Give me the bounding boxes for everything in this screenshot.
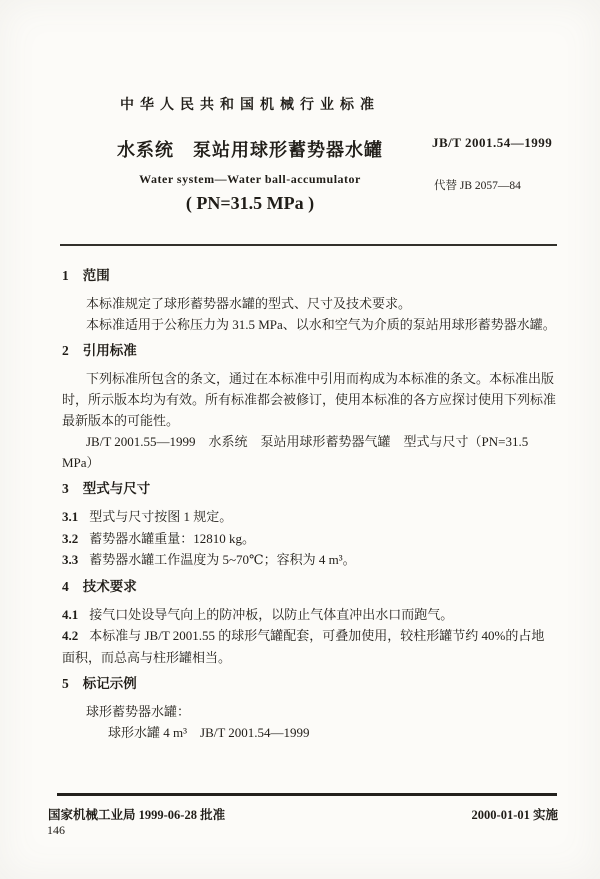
header-divider bbox=[60, 244, 557, 246]
clause bbox=[62, 506, 557, 528]
clause bbox=[62, 549, 557, 571]
authority-line: 中华人民共和国机械行业标准 bbox=[120, 96, 380, 112]
section-number: 2 bbox=[62, 343, 69, 358]
referenced-standard-line: JB/T 2001.55—1999 水系统 泵站用球形蓄势器气罐 型式与尺寸（PN=31.5 MPa） bbox=[62, 434, 529, 470]
section-number: 3 bbox=[62, 481, 69, 496]
section-number: 1 bbox=[62, 268, 69, 283]
document-body bbox=[62, 260, 557, 743]
section-title: 技术要求 bbox=[82, 578, 137, 594]
paragraph: 本标准规定了球形蓄势器水罐的型式、尺寸及技术要求。 bbox=[86, 296, 412, 311]
marking-example-designation: 球形水罐 4 m³ JB/T 2001.54—1999 bbox=[108, 725, 310, 740]
section-heading-type-dimensions bbox=[62, 479, 557, 498]
section-title: 引用标准 bbox=[82, 343, 137, 358]
clause-text: 型式与尺寸按图 1 规定。 bbox=[89, 509, 233, 524]
section-heading-scope bbox=[62, 266, 557, 285]
clause bbox=[62, 625, 557, 668]
clause-text: 蓄势器水罐工作温度为 5~70℃；容积为 4 m³。 bbox=[89, 552, 356, 567]
section-heading-references bbox=[62, 341, 557, 360]
implementation-note: 2000-01-01 实施 bbox=[471, 808, 558, 822]
clause-number: 3.2 bbox=[62, 530, 79, 546]
clause-number: 4.1 bbox=[62, 606, 79, 622]
clause-number: 4.2 bbox=[62, 628, 79, 643]
marking-example-intro: 球形蓄势器水罐： bbox=[86, 704, 191, 719]
footer-divider bbox=[57, 793, 557, 796]
page-number: 146 bbox=[47, 823, 65, 837]
clause bbox=[62, 604, 557, 626]
clause-text: 本标准与 JB/T 2001.55 的球形气罐配套，可叠加使用，较柱形罐节约 40%的占地面积，而总高与柱形罐相当。 bbox=[62, 628, 545, 665]
paragraph: 本标准适用于公称压力为 31.5 MPa、以水和空气为介质的泵站用球形蓄势器水罐。 bbox=[86, 317, 556, 332]
document-title-english: Water system—Water ball-accumulator bbox=[139, 172, 361, 186]
clause-number: 3.1 bbox=[62, 509, 79, 524]
footer-row bbox=[48, 805, 558, 823]
section-title: 型式与尺寸 bbox=[82, 481, 151, 496]
approval-note: 国家机械工业局 1999-06-28 批准 bbox=[48, 808, 226, 822]
standard-number: JB/T 2001.54—1999 bbox=[432, 135, 553, 150]
clause-text: 蓄势器水罐重量：12810 kg。 bbox=[89, 530, 256, 546]
section-title: 标记示例 bbox=[82, 676, 137, 691]
section-number: 5 bbox=[62, 676, 69, 691]
clause bbox=[62, 528, 557, 550]
clause-text: 接气口处设导气向上的防冲板，以防止气体直冲出水口而跑气。 bbox=[89, 606, 454, 622]
section-title: 范围 bbox=[82, 268, 110, 283]
clause-number: 3.3 bbox=[62, 552, 79, 567]
paragraph: 下列标准所包含的条文，通过在本标准中引用而构成为本标准的条文。本标准出版时，所示版本均为有效。所有标准都会被修订，使用本标准的各方应探讨使用下列标准最新版本的可能性。 bbox=[62, 371, 557, 428]
document-title-chinese: 水系统 泵站用球形蓄势器水罐 bbox=[117, 140, 383, 160]
section-heading-technical-requirements bbox=[62, 577, 557, 596]
replaces-note: 代替 JB 2057—84 bbox=[434, 180, 521, 192]
section-heading-marking-example bbox=[62, 674, 557, 693]
section-number: 4 bbox=[62, 578, 69, 594]
pressure-rating: ( PN=31.5 MPa ) bbox=[185, 193, 315, 213]
